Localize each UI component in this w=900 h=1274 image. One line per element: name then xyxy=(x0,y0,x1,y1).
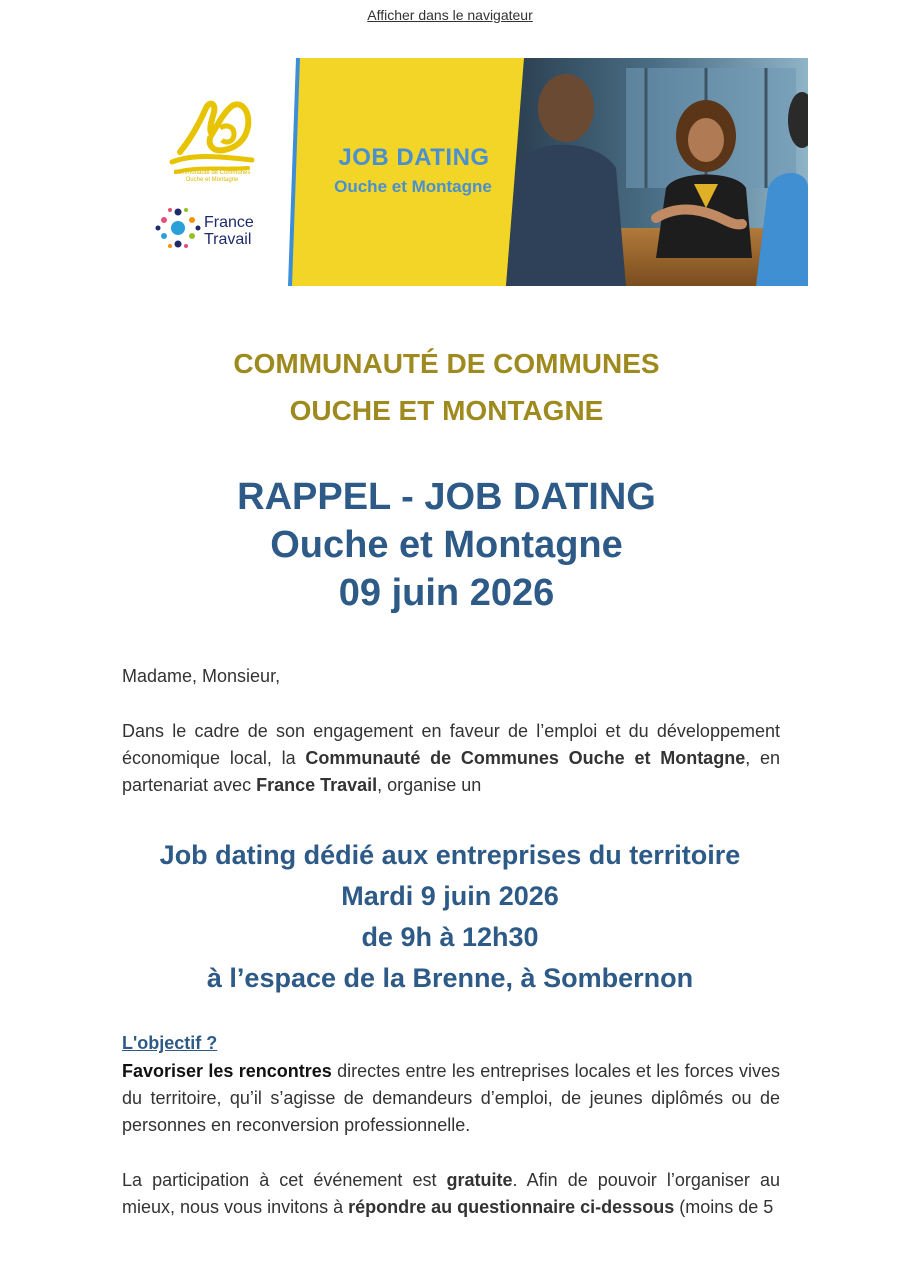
ccom-logo-line2: Ouche et Montagne xyxy=(185,177,239,183)
ccom-logo-line1: Communauté de Communes xyxy=(173,170,251,176)
participation-paragraph xyxy=(122,1167,780,1221)
main-title-date: 09 juin 2026 xyxy=(338,572,555,614)
ft-logo-line1: France xyxy=(204,214,254,231)
participation-text-free: gratuite xyxy=(446,1170,513,1190)
organization-title xyxy=(0,340,893,434)
intro-text-e: , organise un xyxy=(377,775,482,795)
participation-text-c: . Afin de pouvoir l’organiser au mieux, nous vous invitons à xyxy=(122,1170,780,1217)
event-date: Mardi 9 juin 2026 xyxy=(341,881,559,911)
banner-title: JOB DATING xyxy=(338,144,490,171)
ft-logo-line2: Travail xyxy=(204,231,252,248)
intro-text-a: Dans le cadre de son engagement en faveur de l’emploi et du développement économique local, la xyxy=(122,721,780,768)
handshake-photo xyxy=(506,58,808,286)
objectif-paragraph xyxy=(122,1058,780,1139)
header-banner xyxy=(122,58,808,286)
banner-subtitle: Ouche et Montagne xyxy=(334,177,492,196)
participation-text-survey: répondre au questionnaire ci-dessous xyxy=(348,1197,675,1217)
event-details xyxy=(0,835,900,999)
objectif-text-rest: directes entre les entreprises locales et les forces vives du territoire, qu’il s’agisse de demandeurs d’emploi, de jeunes diplômés ou de personnes en reconversion professionnelle. xyxy=(122,1061,780,1135)
main-title xyxy=(0,473,893,617)
participation-text-a: La participation à cet événement est xyxy=(122,1170,447,1190)
organization-title-line1: COMMUNAUTÉ DE COMMUNES xyxy=(233,348,660,379)
participation-text-e: (moins de 5 xyxy=(674,1197,774,1217)
intro-text-c: , en partenariat avec xyxy=(122,748,780,795)
greeting: Madame, Monsieur, xyxy=(122,666,281,686)
main-title-line1: RAPPEL - JOB DATING xyxy=(237,476,656,518)
event-title: Job dating dédié aux entreprises du territoire xyxy=(159,840,741,870)
organization-title-line2: OUCHE ET MONTAGNE xyxy=(289,395,604,426)
main-title-line2: Ouche et Montagne xyxy=(270,524,623,566)
event-location: à l’espace de la Brenne, à Sombernon xyxy=(206,963,694,993)
intro-text-partner: France Travail xyxy=(256,775,378,795)
objectif-text-bold: Favoriser les rencontres xyxy=(122,1061,332,1081)
intro-text-org: Communauté de Communes Ouche et Montagne xyxy=(305,748,746,768)
view-in-browser-link[interactable]: Afficher dans le navigateur xyxy=(367,7,533,23)
france-travail-logo-text xyxy=(204,214,254,248)
intro-paragraph xyxy=(122,718,780,799)
event-time: de 9h à 12h30 xyxy=(361,922,539,952)
ccom-logo-caption xyxy=(162,170,262,184)
objectif-heading: L'objectif ? xyxy=(122,1033,218,1053)
